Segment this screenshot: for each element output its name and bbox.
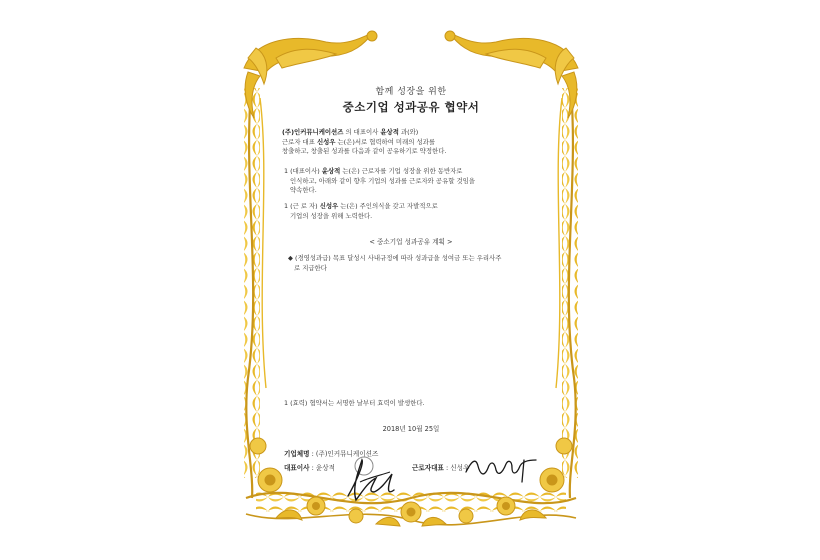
plan-heading: < 중소기업 성과공유 계획 > — [369, 238, 453, 246]
worker-name: 신성우 — [316, 137, 336, 146]
certificate-title: 중소기업 성과공유 협약서 — [342, 100, 480, 114]
ceo-name: 윤상적 — [380, 128, 399, 136]
worker-signature-icon — [462, 452, 542, 486]
certificate-subtitle: 함께 성장을 위한 — [375, 87, 447, 97]
plan-bullet: ◆ (경영성과급) 목표 달성시 사내규정에 따라 성과급을 성여금 또는 우리사주 로 지급한다 — [288, 254, 502, 272]
company-name: (주)인커뮤니케이션즈 — [282, 128, 344, 136]
clause-worker: 1 (근 로 자) 신성우 는(은) 주인의식을 갖고 자발적으로 기업의 성장을 위해 노력한다. — [284, 202, 438, 220]
intro-paragraph: (주)인커뮤니케이션즈 의 대표이사 윤상적 과(와) 근로자 대표 신성우 는(은)서로 협력하여 미래의 성과를 창출하고, 창출된 성과를 다음과 같이 공유하기로 약정한다. — [282, 128, 447, 155]
company-line: 기업체명 : (주)인커뮤니케이션즈 — [284, 450, 379, 458]
ceo-signature-icon — [342, 452, 402, 506]
top-edge-marks — [0, 0, 820, 4]
agreement-date: 2018년 10월 25일 — [382, 425, 440, 433]
certificate-content — [276, 84, 546, 472]
effect-clause: 1 (효력) 협약서는 서명한 날부터 효력이 발생한다. — [284, 399, 425, 407]
worker-line: 근로자대표 : 신성우 — [412, 464, 470, 472]
clause-ceo: 1 (대표이사) 윤상적 는(은) 근로자를 기업 성장을 위한 동반자로 인식하고, 아래와 같이 향후 기업의 성과를 근로자와 공유할 것임을 약속한다. — [284, 167, 475, 194]
ceo-line: 대표이사 : 윤상적 — [284, 464, 336, 472]
